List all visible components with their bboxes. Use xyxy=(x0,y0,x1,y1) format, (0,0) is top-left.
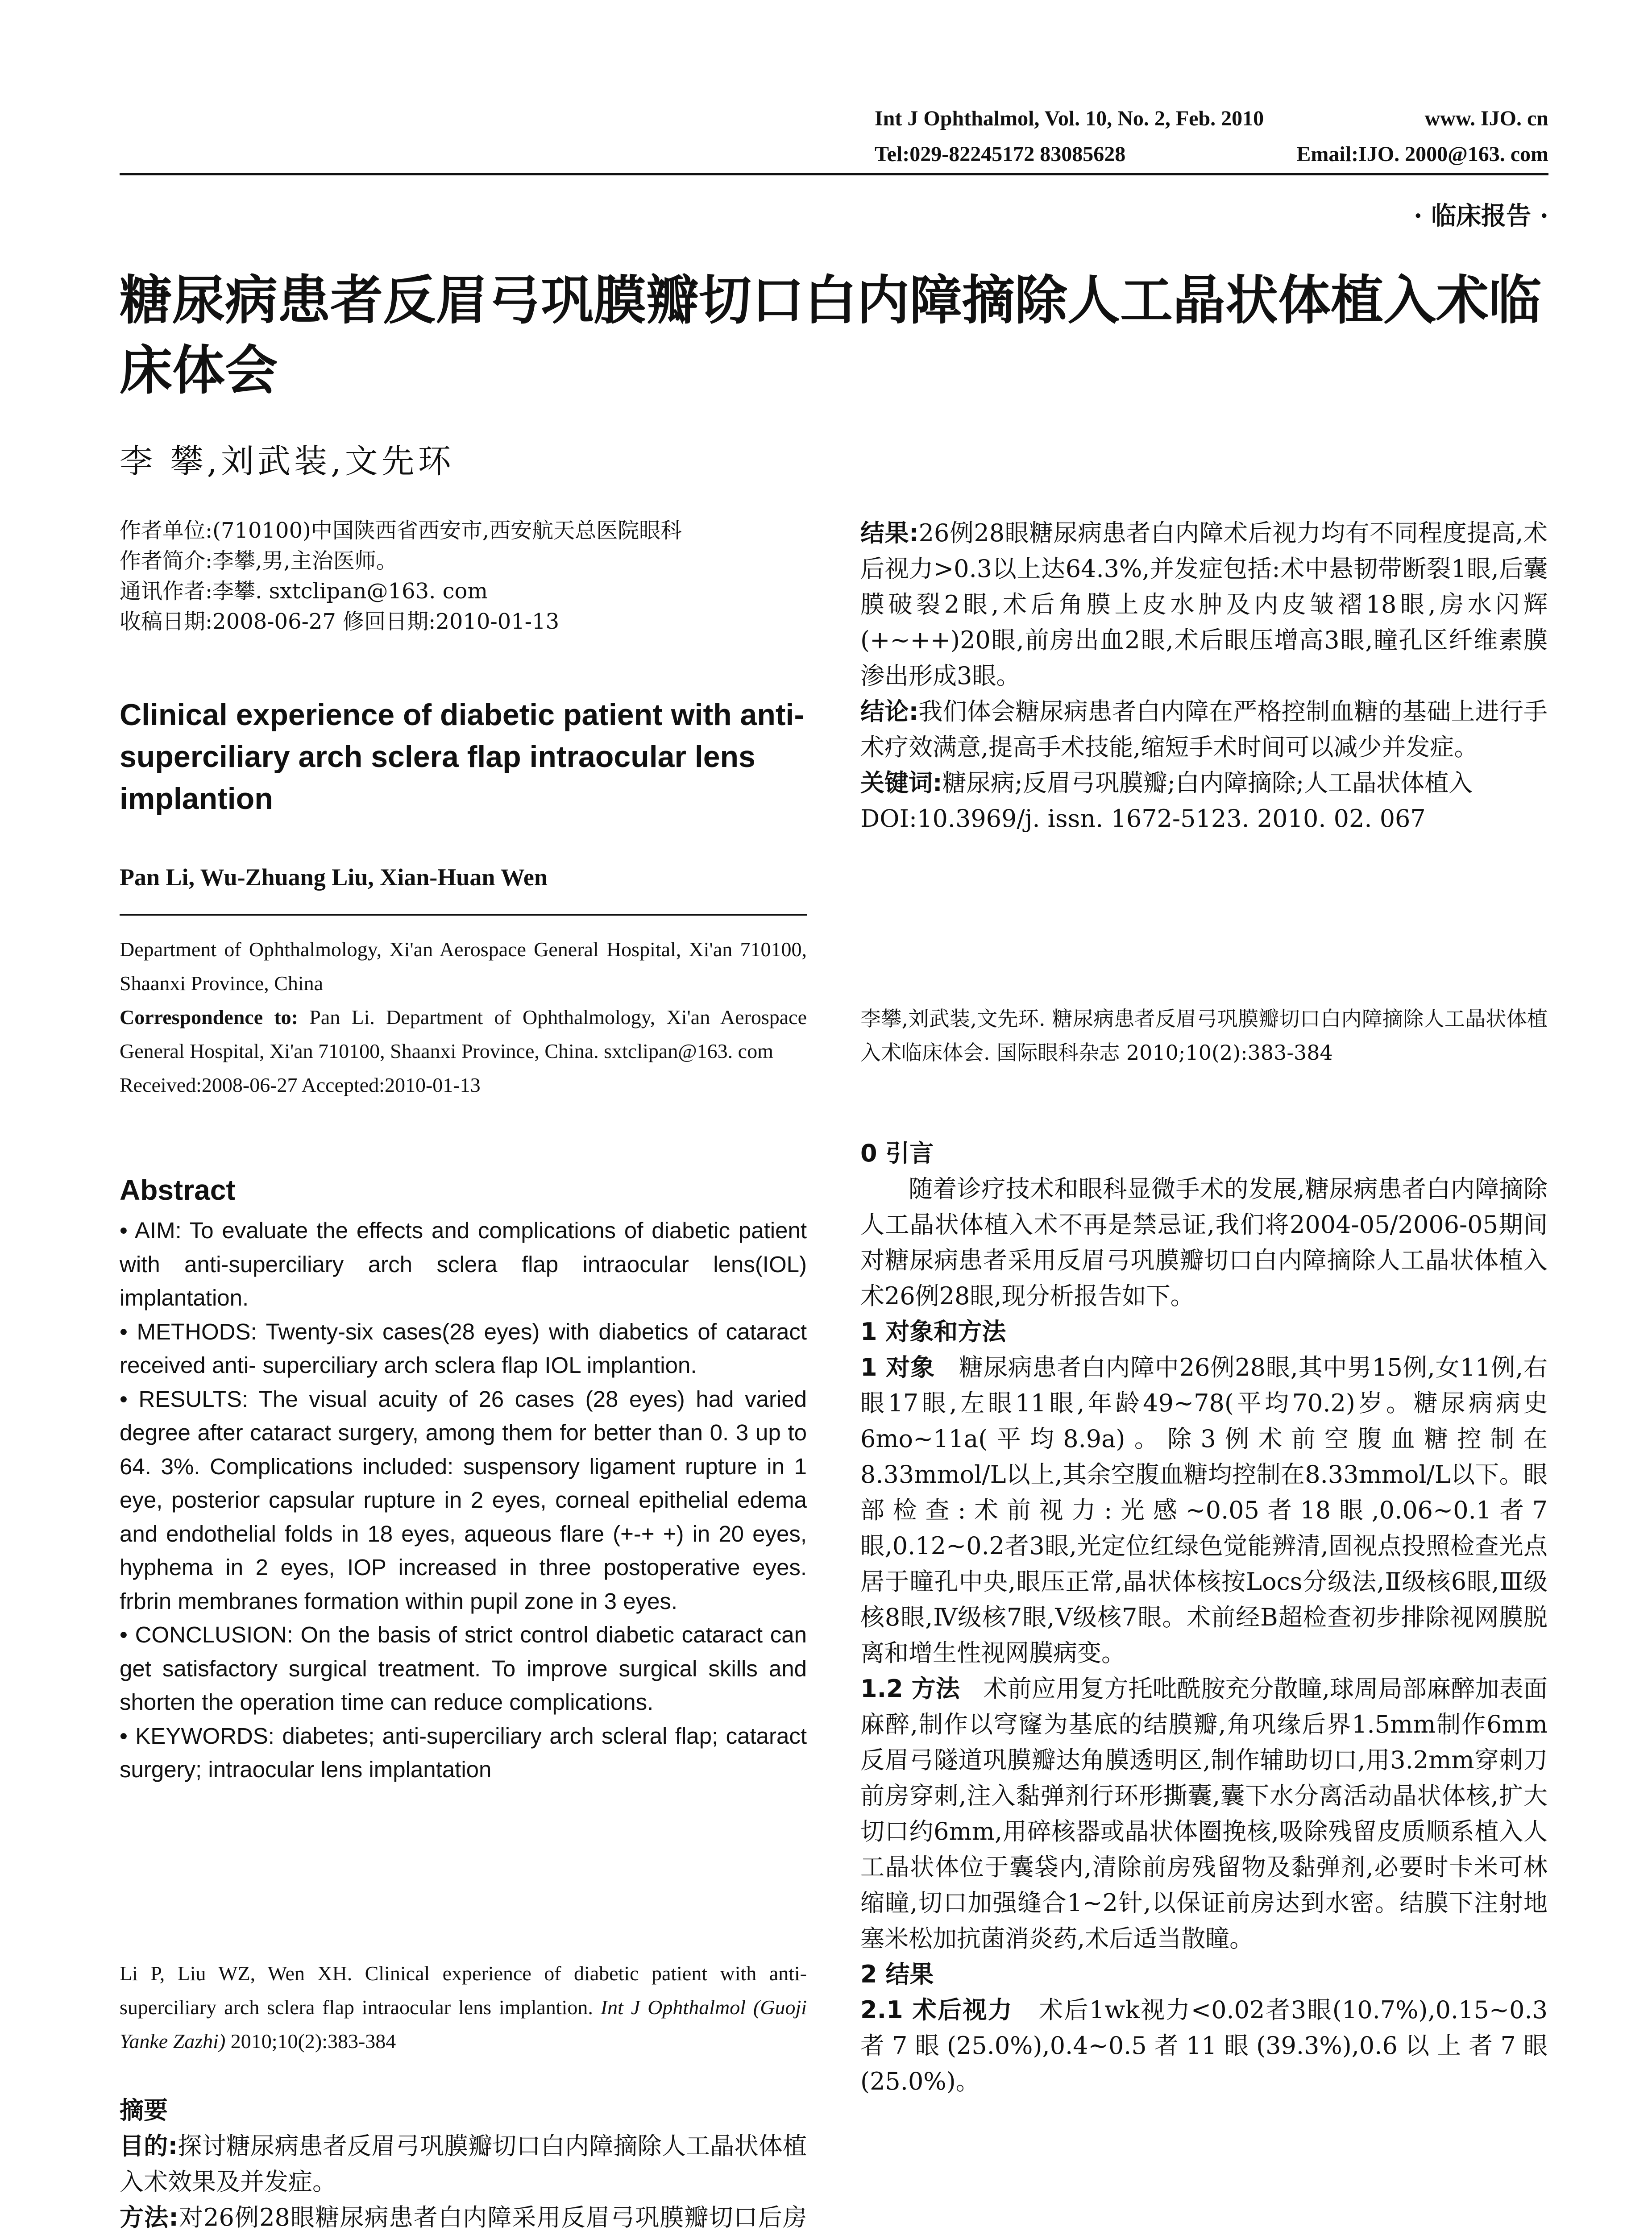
journal-header-line1 xyxy=(875,106,1548,131)
received-accepted: Received:2008-06-27 Accepted:2010-01-13 xyxy=(120,1074,481,1096)
zh-methods: 对26例28眼糖尿病患者白内障采用反眉弓巩膜瓣切口后房 xyxy=(178,2203,807,2231)
journal-website: www. IJO. cn xyxy=(1424,107,1548,130)
received-dates: 收稿日期:2008-06-27 修回日期:2010-01-13 xyxy=(120,609,560,634)
author-meta xyxy=(120,515,807,637)
journal-header-line2 xyxy=(875,142,1548,166)
english-citation xyxy=(120,1957,807,2058)
author-affiliation: 作者单位:(710100)中国陕西省西安市,西安航天总医院眼科 xyxy=(120,518,682,543)
article-title: 糖尿病患者反眉弓巩膜瓣切口白内障摘除人工晶状体植入术临床体会 xyxy=(120,270,1542,401)
english-title: Clinical experience of diabetic patient with anti-superciliary arch sclera flap intraocular lens implantion xyxy=(120,698,805,816)
abstract-conclusion: • CONCLUSION: On the basis of strict control diabetic cataract can get satisfactory surgical treatment. To improve surgical skills and shorten the operation time can reduce complications. xyxy=(120,1622,807,1715)
article-authors: 李 攀,刘武装,文先环 xyxy=(120,442,455,481)
zh-results: 26例28眼糖尿病患者白内障术后视力均有不同程度提高,术后视力>0.3以上达64.3%,并发症包括:术中悬韧带断裂1眼,后囊膜破裂2眼,术后角膜上皮水肿及内皮皱褶18眼,房水闪辉(+~++)20眼,前房出血2眼,术后眼压增高3眼,瞳孔区纤维素膜渗出形成3眼。 xyxy=(860,519,1548,690)
chinese-citation: 李攀,刘武装,文先环. 糖尿病患者反眉弓巩膜瓣切口白内障摘除人工晶状体植入术临床体会. 国际眼科杂志 2010;10(2):383-384 xyxy=(860,1007,1548,1065)
abstract-keywords: • KEYWORDS: diabetes; anti-superciliary arch scleral flap; cataract surgery; intraocular lens implantation xyxy=(120,1723,807,1782)
section-2-heading: 2 结果 xyxy=(860,1960,934,1988)
section-1-1-label: 1 对象 xyxy=(860,1353,935,1381)
zh-doi: DOI:10.3969/j. issn. 1672-5123. 2010. 02. 067 xyxy=(860,804,1426,833)
abstract-aim: • AIM: To evaluate the effects and complications of diabetic patient with anti-superciliary arch sclera flap intraocular lens(IOL) implantation. xyxy=(120,1218,807,1310)
citation-tail: 2010;10(2):383-384 xyxy=(230,2030,396,2053)
zh-conclusion: 我们体会糖尿病患者白内障在严格控制血糖的基础上进行手术疗效满意,提高手术技能,缩短手术时间可以减少并发症。 xyxy=(860,697,1548,761)
department: Department of Ophthalmology, Xi'an Aerospace General Hospital, Xi'an 710100, Shaanxi Province, China xyxy=(120,938,807,995)
english-authors: Pan Li, Wu-Zhuang Liu, Xian-Huan Wen xyxy=(120,864,548,891)
section-2-1-paragraph: 术后1wk视力<0.02者3眼(10.7%),0.15~0.3者7眼(25.0%),0.4~0.5者11眼(39.3%),0.6以上者7眼(25.0%)。 xyxy=(860,1996,1548,2095)
zh-conclusion-label: 结论: xyxy=(860,697,919,726)
author-bio: 作者简介:李攀,男,主治医师。 xyxy=(120,548,398,573)
chinese-abstract-left xyxy=(120,2093,807,2231)
section-0-paragraph: 随着诊疗技术和眼科显微手术的发展,糖尿病患者白内障摘除人工晶状体植入术不再是禁忌证,我们将2004-05/2006-05期间对糖尿病患者采用反眉弓巩膜瓣切口白内障摘除人工晶状体植入术26例28眼,现分析报告如下。 xyxy=(860,1175,1548,1310)
zh-methods-label: 方法: xyxy=(120,2203,178,2231)
abstract-methods: • METHODS: Twenty-six cases(28 eyes) with diabetics of cataract received anti- superciliary arch sclera flap IOL implantion. xyxy=(120,1319,807,1378)
journal-tel: Tel:029-82245172 83085628 xyxy=(875,142,1126,166)
english-abstract xyxy=(120,1214,807,1787)
header-rule xyxy=(120,173,1548,175)
zh-results-label: 结果: xyxy=(860,519,919,547)
correspondence-text: Pan Li. Department of Ophthalmology, Xi'an Aerospace General Hospital, Xi'an 710100, Shaanxi Province, China. sxtclipan@163. com xyxy=(120,1006,807,1062)
journal-email: Email:IJO. 2000@163. com xyxy=(1296,142,1548,166)
abstract-heading: Abstract xyxy=(120,1174,236,1206)
abstract-results: • RESULTS: The visual acuity of 26 cases (28 eyes) had varied degree after cataract surgery, among them for better than 0. 3 up to 64. 3%. Complications included: suspensory ligament rupture in 1 eye, posterior capsular rupture in 2 eyes, corneal epithelial edema and endothelial folds in 18 eyes, aqueous flare (+-+ +) in 20 eyes, hyphema in 2 eyes, IOP increased in three postoperative eyes. frbrin membranes formation within pupil zone in 3 eyes. xyxy=(120,1386,807,1614)
correspondence-label: Correspondence to: xyxy=(120,1006,298,1028)
corresponding-author: 通讯作者:李攀. sxtclipan@163. com xyxy=(120,579,488,604)
journal-citation: Int J Ophthalmol, Vol. 10, No. 2, Feb. 2010 xyxy=(875,107,1264,130)
zh-aim: 探讨糖尿病患者反眉弓巩膜瓣切口白内障摘除人工晶状体植入术效果及并发症。 xyxy=(120,2132,807,2196)
english-affiliation xyxy=(120,933,807,1102)
chinese-abstract-right xyxy=(860,515,1548,837)
zh-keywords-label: 关键词: xyxy=(860,769,942,797)
citation-text: Li P, Liu WZ, Wen XH. Clinical experience of diabetic patient with anti-superciliary arch sclera flap intraocular lens implantion. xyxy=(120,1962,807,2019)
section-tag: · 临床报告 · xyxy=(1414,201,1548,231)
article-body xyxy=(860,1136,1548,2099)
author-rule xyxy=(120,914,807,916)
section-0-heading: 0 引言 xyxy=(860,1139,934,1167)
section-1-heading: 1 对象和方法 xyxy=(860,1318,1006,1346)
correspondence xyxy=(120,1000,807,1068)
section-2-1-label: 2.1 术后视力 xyxy=(860,1996,1013,2024)
zh-aim-label: 目的: xyxy=(120,2132,178,2160)
citation-journal: Int J Ophthalmol (Guoji Yanke Zazhi) xyxy=(120,1996,807,2053)
section-1-1-paragraph: 糖尿病患者白内障中26例28眼,其中男15例,女11例,右眼17眼,左眼11眼,年龄49~78(平均70.2)岁。糖尿病病史6mo~11a(平均8.9a)。除3例术前空腹血糖控制在8.33mmol/L以上,其余空腹血糖均控制在8.33mmol/L以下。眼部检查:术前视力:光感~0.05者18眼,0.06~0.1者7眼,0.12~0.2者3眼,光定位红绿色觉能辨清,固视点投照检查光点居于瞳孔中央,眼压正常,晶状体核按Locs分级法,Ⅱ级核6眼,Ⅲ级核8眼,Ⅳ级核7眼,Ⅴ级核7眼。术前经B超检查初步排除视网膜脱离和增生性视网膜病变。 xyxy=(860,1353,1548,1667)
section-1-2-label: 1.2 方法 xyxy=(860,1675,960,1703)
section-1-2-paragraph: 术前应用复方托吡酰胺充分散瞳,球周局部麻醉加表面麻醉,制作以穹窿为基底的结膜瓣,角巩缘后界1.5mm制作6mm反眉弓隧道巩膜瓣达角膜透明区,制作辅助切口,用3.2mm穿刺刀前房穿刺,注入黏弹剂行环形撕囊,囊下水分离活动晶状体核,扩大切口约6mm,用碎核器或晶状体圈挽核,吸除残留皮质顺系植入人工晶状体位于囊袋内,清除前房残留物及黏弹剂,必要时卡米可林缩瞳,切口加强缝合1~2针,以保证前房达到水密。结膜下注射地塞米松加抗菌消炎药,术后适当散瞳。 xyxy=(860,1675,1548,1953)
zh-keywords: 糖尿病;反眉弓巩膜瓣;白内障摘除;人工晶状体植入 xyxy=(942,769,1473,797)
zh-abstract-heading: 摘要 xyxy=(120,2096,168,2124)
